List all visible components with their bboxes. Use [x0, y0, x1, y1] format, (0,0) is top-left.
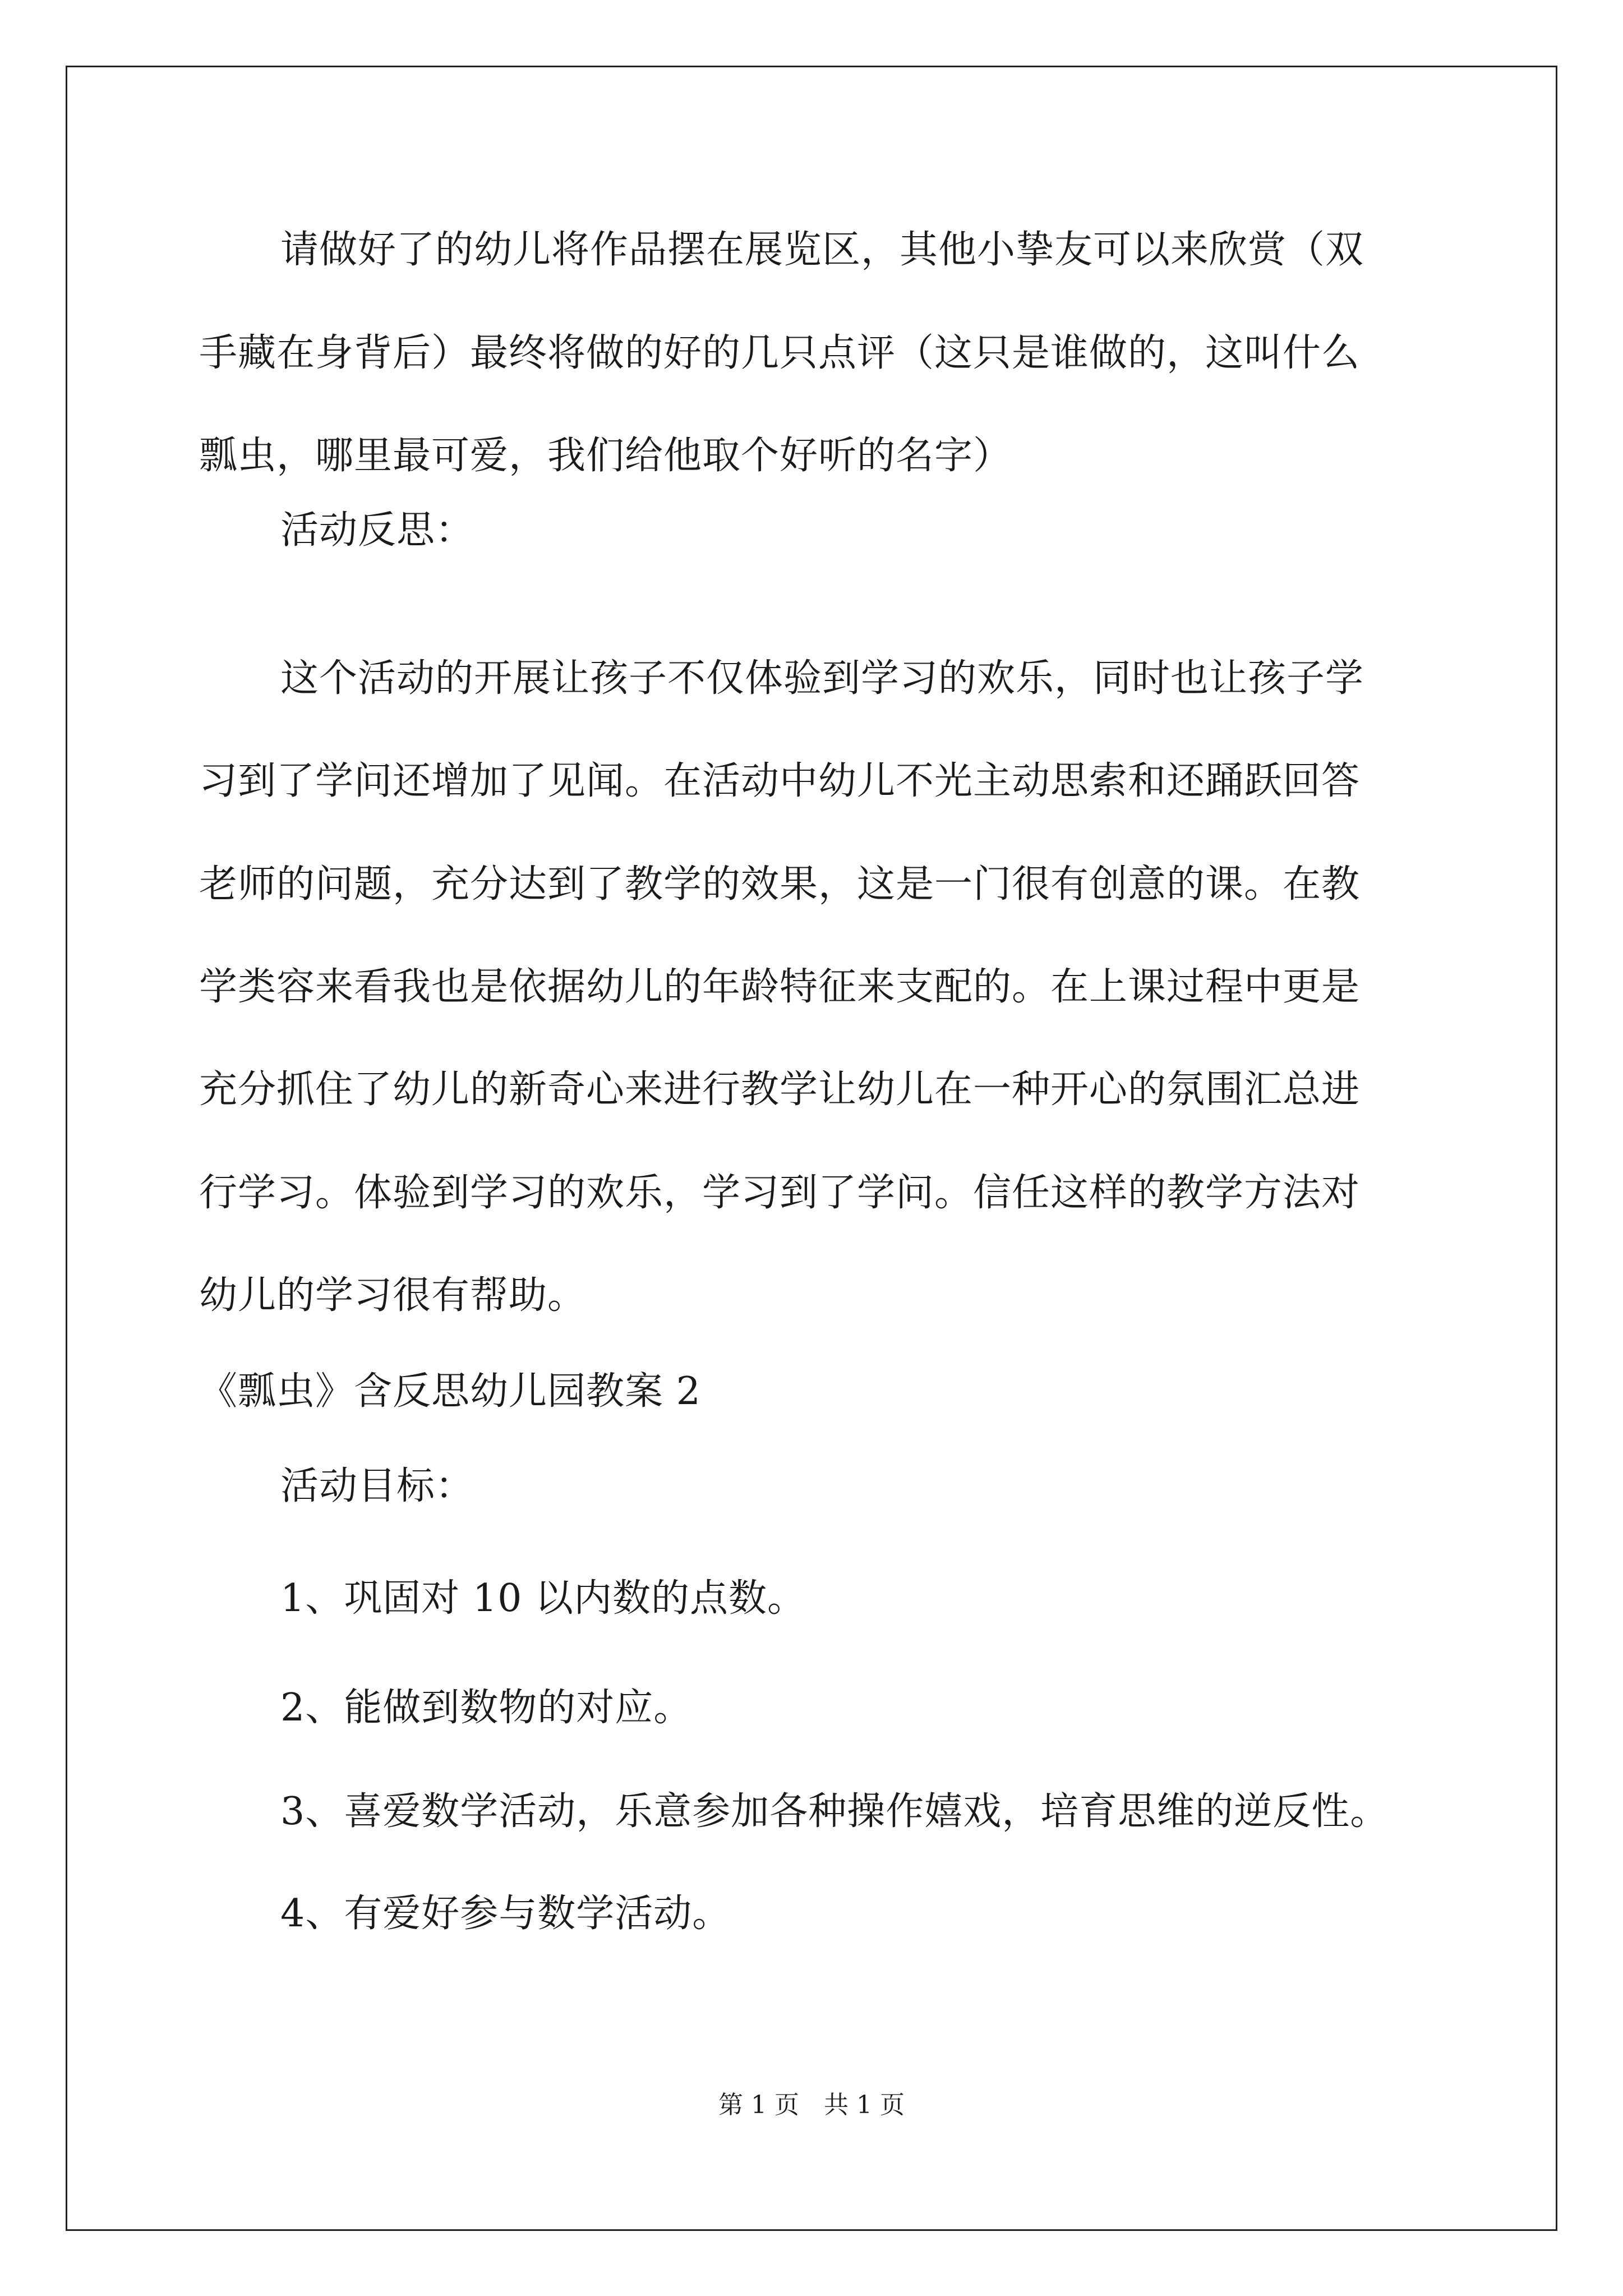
goals-heading: 活动目标： [280, 1464, 474, 1508]
reflection-heading: 活动反思： [280, 508, 474, 553]
page-footer: 第 1 页 共 1 页 [718, 2091, 905, 2119]
goal-item-2: 2、能做到数物的对应。 [280, 1686, 693, 1730]
paragraph-1-line-3: 瓢虫，哪里最可爱，我们给他取个好听的名字） [199, 434, 1012, 478]
paragraph-1-line-1: 请做好了的幼儿将作品摆在展览区，其他小挚友可以来欣赏（双 [280, 228, 1364, 272]
paragraph-2-line-7: 幼儿的学习很有帮助。 [199, 1273, 587, 1318]
paragraph-2-line-4: 学类容来看我也是依据幼儿的年龄特征来支配的。在上课过程中更是 [199, 965, 1361, 1009]
paragraph-2-line-3: 老师的问题，充分达到了教学的效果，这是一门很有创意的课。在教 [199, 862, 1361, 907]
section-title: 《瓢虫》含反思幼儿园教案 2 [199, 1369, 701, 1414]
goal-item-4: 4、有爱好参与数学活动。 [280, 1892, 731, 1936]
paragraph-2-line-5: 充分抓住了幼儿的新奇心来进行教学让幼儿在一种开心的氛围汇总进 [199, 1068, 1361, 1112]
paragraph-1-line-2: 手藏在身背后）最终将做的好的几只点评（这只是谁做的，这叫什么 [199, 331, 1361, 375]
paragraph-2-line-1: 这个活动的开展让孩子不仅体验到学习的欢乐，同时也让孩子学 [280, 656, 1364, 701]
paragraph-2-line-2: 习到了学问还增加了见闻。在活动中幼儿不光主动思索和还踊跃回答 [199, 759, 1361, 803]
goal-item-1: 1、巩固对 10 以内数的点数。 [280, 1576, 806, 1621]
goal-item-3: 3、喜爱数学活动，乐意参加各种操作嬉戏，培育思维的逆反性。 [280, 1789, 1389, 1834]
paragraph-2-line-6: 行学习。体验到学习的欢乐，学习到了学问。信任这样的教学方法对 [199, 1171, 1361, 1215]
